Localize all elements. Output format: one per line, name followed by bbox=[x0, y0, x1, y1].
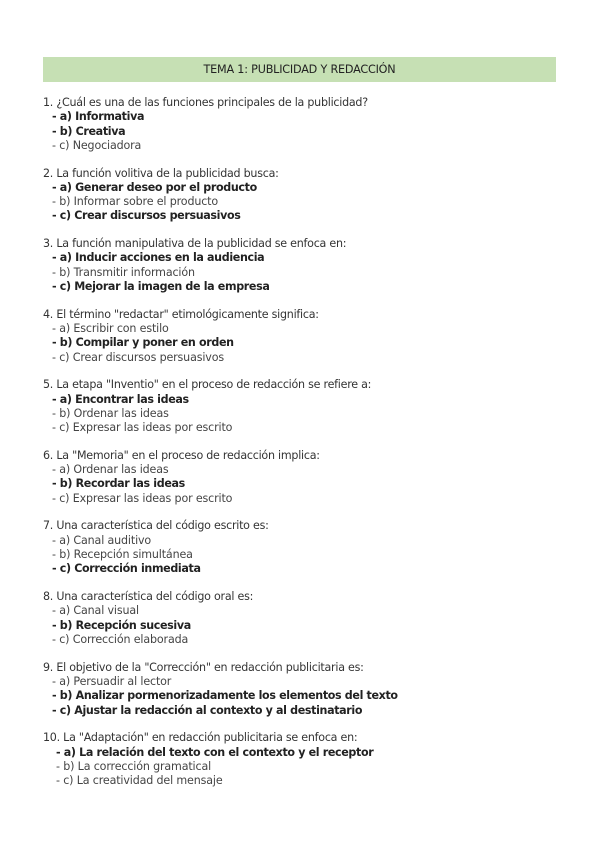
option-a: - a) Ordenar las ideas bbox=[52, 463, 169, 477]
question-1 bbox=[43, 96, 563, 153]
question-2 bbox=[43, 167, 563, 224]
option-c: - c) Expresar las ideas por escrito bbox=[52, 421, 233, 435]
question-text: 4. El término "redactar" etimológicamente significa: bbox=[43, 307, 319, 321]
option-c: - c) Corrección inmediata bbox=[52, 562, 201, 576]
option-a: - a) La relación del texto con el contexto y el receptor bbox=[56, 745, 374, 759]
option-b: - b) Transmitir información bbox=[52, 265, 195, 279]
question-10 bbox=[43, 731, 563, 788]
option-b: - b) Ordenar las ideas bbox=[52, 406, 169, 420]
option-b: - b) La corrección gramatical bbox=[56, 759, 212, 773]
option-a: - a) Canal visual bbox=[52, 604, 139, 618]
question-text: 9. El objetivo de la "Corrección" en redacción publicitaria es: bbox=[43, 660, 364, 674]
option-b: - b) Informar sobre el producto bbox=[52, 195, 218, 209]
option-a: - a) Encontrar las ideas bbox=[52, 392, 189, 406]
option-b: - b) Compilar y poner en orden bbox=[52, 336, 234, 350]
option-b: - b) Recordar las ideas bbox=[52, 477, 185, 491]
question-text: 10. La "Adaptación" en redacción publicitaria se enfoca en: bbox=[43, 731, 358, 745]
question-7 bbox=[43, 519, 563, 576]
question-5 bbox=[43, 378, 563, 435]
question-8 bbox=[43, 590, 563, 647]
question-6 bbox=[43, 449, 563, 506]
option-c: - c) Corrección elaborada bbox=[52, 632, 189, 646]
option-b: - b) Analizar pormenorizadamente los elementos del texto bbox=[52, 689, 398, 703]
option-a: - a) Persuadir al lector bbox=[52, 674, 172, 688]
option-a: - a) Escribir con estilo bbox=[52, 322, 169, 336]
option-b: - b) Recepción simultánea bbox=[52, 548, 193, 562]
option-a: - a) Informativa bbox=[52, 110, 145, 124]
option-c: - c) Crear discursos persuasivos bbox=[52, 209, 241, 223]
option-c: - c) Crear discursos persuasivos bbox=[52, 350, 224, 364]
question-list bbox=[43, 96, 563, 802]
document-title: TEMA 1: PUBLICIDAD Y REDACCIÓN bbox=[203, 63, 396, 76]
option-c: - c) Negociadora bbox=[52, 138, 142, 152]
option-c: - c) Ajustar la redacción al contexto y al destinatario bbox=[52, 703, 363, 717]
option-c: - c) Expresar las ideas por escrito bbox=[52, 491, 233, 505]
option-c: - c) La creatividad del mensaje bbox=[56, 774, 223, 788]
option-c: - c) Mejorar la imagen de la empresa bbox=[52, 280, 270, 294]
option-b: - b) Recepción sucesiva bbox=[52, 618, 191, 632]
question-text: 6. La "Memoria" en el proceso de redacción implica: bbox=[43, 448, 320, 462]
question-9 bbox=[43, 661, 563, 718]
option-b: - b) Creativa bbox=[52, 124, 126, 138]
question-text: 5. La etapa "Inventio" en el proceso de redacción se refiere a: bbox=[43, 378, 372, 392]
question-text: 8. Una característica del código oral es: bbox=[43, 590, 254, 604]
question-4 bbox=[43, 308, 563, 365]
question-text: 7. Una característica del código escrito es: bbox=[43, 519, 269, 533]
option-a: - a) Inducir acciones en la audiencia bbox=[52, 251, 265, 265]
question-text: 3. La función manipulativa de la publicidad se enfoca en: bbox=[43, 237, 347, 251]
document-title-banner bbox=[43, 57, 556, 82]
option-a: - a) Canal auditivo bbox=[52, 533, 152, 547]
option-a: - a) Generar deseo por el producto bbox=[52, 180, 257, 194]
question-text: 1. ¿Cuál es una de las funciones principales de la publicidad? bbox=[43, 96, 368, 109]
question-text: 2. La función volitiva de la publicidad busca: bbox=[43, 166, 279, 180]
question-3 bbox=[43, 237, 563, 294]
